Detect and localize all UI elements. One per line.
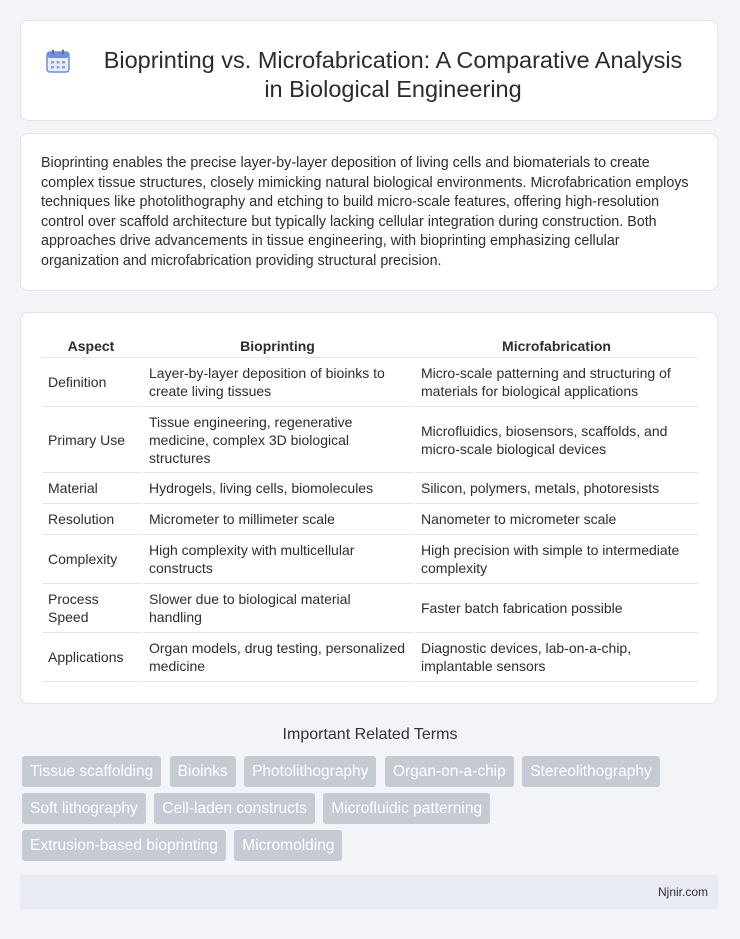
header-aspect: Aspect: [42, 332, 143, 358]
intro-paragraph: Bioprinting enables the precise layer-by-layer deposition of living cells and biomaterials to create complex tissue structures, closely mimicking natural biological environments. Microfabrication employs techniques like photolithography and etching to build micro-scale features, offering high-resolution control over scaffold architecture but typically lacking cellular integration during construction. Both approaches drive advancements in tissue engineering, with bioprinting emphasizing cellular organization and microfabrication providing structural precision.: [41, 155, 689, 269]
term-tag[interactable]: Cell-laden constructs: [154, 793, 315, 824]
row-aspect: Complexity: [42, 535, 143, 584]
row-bioprinting: Micrometer to millimeter scale: [143, 504, 415, 535]
row-microfabrication: Nanometer to micrometer scale: [415, 504, 698, 535]
term-tag[interactable]: Extrusion-based bioprinting: [22, 830, 226, 861]
row-microfabrication: High precision with simple to intermediate complexity: [415, 535, 698, 584]
term-tag[interactable]: Bioinks: [170, 756, 236, 787]
row-aspect: Resolution: [42, 504, 143, 535]
row-microfabrication: Silicon, polymers, metals, photoresists: [415, 473, 698, 504]
row-aspect: Applications: [42, 633, 143, 682]
row-microfabrication: Diagnostic devices, lab-on-a-chip, implantable sensors: [415, 633, 698, 682]
term-tag[interactable]: Soft lithography: [22, 793, 146, 824]
calendar-icon: [45, 48, 71, 74]
header-microfabrication: Microfabrication: [415, 332, 698, 358]
footer: [20, 875, 718, 909]
term-tag[interactable]: Photolithography: [244, 756, 376, 787]
row-bioprinting: Tissue engineering, regenerative medicine, complex 3D biological structures: [143, 407, 415, 473]
page-title: Bioprinting vs. Microfabrication: A Comparative Analysis in Biological Engineering: [103, 47, 683, 102]
header-bioprinting: Bioprinting: [143, 332, 415, 358]
table-row: [42, 633, 698, 682]
comparison-table: [42, 332, 698, 682]
title-card: [20, 20, 718, 121]
table-row: [42, 358, 698, 407]
comparison-card: [20, 312, 718, 704]
related-terms-heading: Important Related Terms: [282, 726, 458, 743]
row-bioprinting: Organ models, drug testing, personalized medicine: [143, 633, 415, 682]
row-bioprinting: Slower due to biological material handling: [143, 584, 415, 633]
intro-card: [20, 133, 718, 291]
row-aspect: Definition: [42, 358, 143, 407]
row-microfabrication: Micro-scale patterning and structuring of materials for biological applications: [415, 358, 698, 407]
table-row: [42, 535, 698, 584]
row-aspect: Primary Use: [42, 407, 143, 473]
term-tag[interactable]: Organ-on-a-chip: [385, 756, 514, 787]
table-row: [42, 473, 698, 504]
table-header-row: [42, 332, 698, 358]
term-tag[interactable]: Tissue scaffolding: [22, 756, 161, 787]
table-row: [42, 407, 698, 473]
related-terms-list: [22, 756, 702, 867]
row-bioprinting: Layer-by-layer deposition of bioinks to create living tissues: [143, 358, 415, 407]
term-tag[interactable]: Micromolding: [234, 830, 342, 861]
footer-site-link[interactable]: Njnir.com: [657, 885, 708, 899]
row-aspect: Material: [42, 473, 143, 504]
term-tag[interactable]: Stereolithography: [522, 756, 660, 787]
table-row: [42, 504, 698, 535]
row-aspect: Process Speed: [42, 584, 143, 633]
row-bioprinting: High complexity with multicellular constructs: [143, 535, 415, 584]
row-microfabrication: Faster batch fabrication possible: [415, 584, 698, 633]
table-row: [42, 584, 698, 633]
term-tag[interactable]: Microfluidic patterning: [323, 793, 490, 824]
row-microfabrication: Microfluidics, biosensors, scaffolds, and micro-scale biological devices: [415, 407, 698, 473]
row-bioprinting: Hydrogels, living cells, biomolecules: [143, 473, 415, 504]
